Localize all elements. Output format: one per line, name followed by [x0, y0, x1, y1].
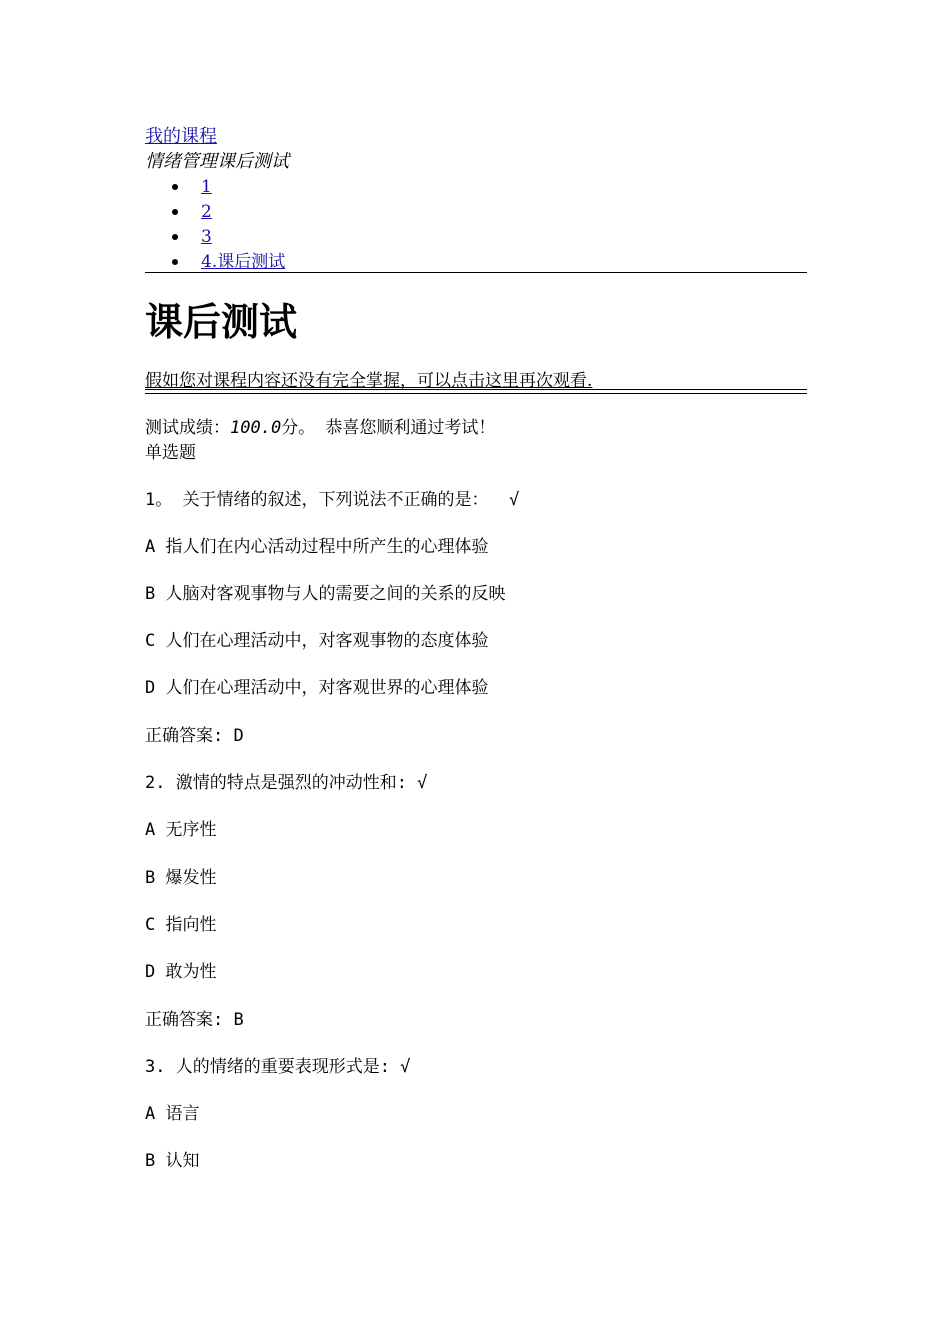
question-option: B 人脑对客观事物与人的需要之间的关系的反映	[145, 584, 506, 604]
question-option: B 爆发性	[145, 868, 217, 888]
page-title: 课后测试	[145, 300, 298, 344]
lesson-nav-item	[145, 175, 285, 200]
lesson-link-test[interactable]: 4.课后测试	[201, 252, 286, 272]
double-divider	[145, 389, 807, 394]
divider	[145, 272, 807, 273]
question-option: C 人们在心理活动中，对客观事物的态度体验	[145, 631, 489, 651]
question-option: D 人们在心理活动中，对客观世界的心理体验	[145, 678, 489, 698]
lesson-nav	[145, 175, 285, 275]
score-label: 测试成绩：	[145, 418, 230, 438]
bullet-icon	[172, 184, 178, 190]
bullet-icon	[172, 259, 178, 265]
question-option: B 认知	[145, 1151, 200, 1171]
question-option: A 无序性	[145, 820, 217, 840]
lesson-link-2[interactable]: 2	[201, 202, 212, 222]
review-course-link[interactable]: 假如您对课程内容还没有完全掌握，可以点击这里再次观看.	[145, 371, 593, 391]
lesson-link-3[interactable]: 3	[201, 227, 212, 247]
score-message: 分。 恭喜您顺利通过考试！	[281, 418, 496, 438]
score-value: 100.0	[230, 418, 282, 438]
lesson-nav-item	[145, 200, 285, 225]
lesson-nav-item	[145, 225, 285, 250]
correct-answer: 正确答案: B	[145, 1010, 244, 1030]
bullet-icon	[172, 234, 178, 240]
question-option: D 敢为性	[145, 962, 217, 982]
question-text: 1。 关于情绪的叙述，下列说法不正确的是： √	[145, 490, 520, 510]
correct-answer: 正确答案: D	[145, 726, 244, 746]
test-score	[145, 416, 495, 440]
lesson-link-1[interactable]: 1	[201, 177, 212, 197]
question-text: 3. 人的情绪的重要表现形式是: √	[145, 1057, 411, 1077]
question-option: A 语言	[145, 1104, 200, 1124]
question-text: 2. 激情的特点是强烈的冲动性和: √	[145, 773, 428, 793]
course-title: 情绪管理课后测试	[145, 151, 289, 172]
question-option: C 指向性	[145, 915, 217, 935]
question-option: A 指人们在内心活动过程中所产生的心理体验	[145, 537, 489, 557]
bullet-icon	[172, 209, 178, 215]
breadcrumb-my-courses[interactable]: 我的课程	[145, 126, 217, 147]
section-title: 单选题	[145, 443, 196, 463]
